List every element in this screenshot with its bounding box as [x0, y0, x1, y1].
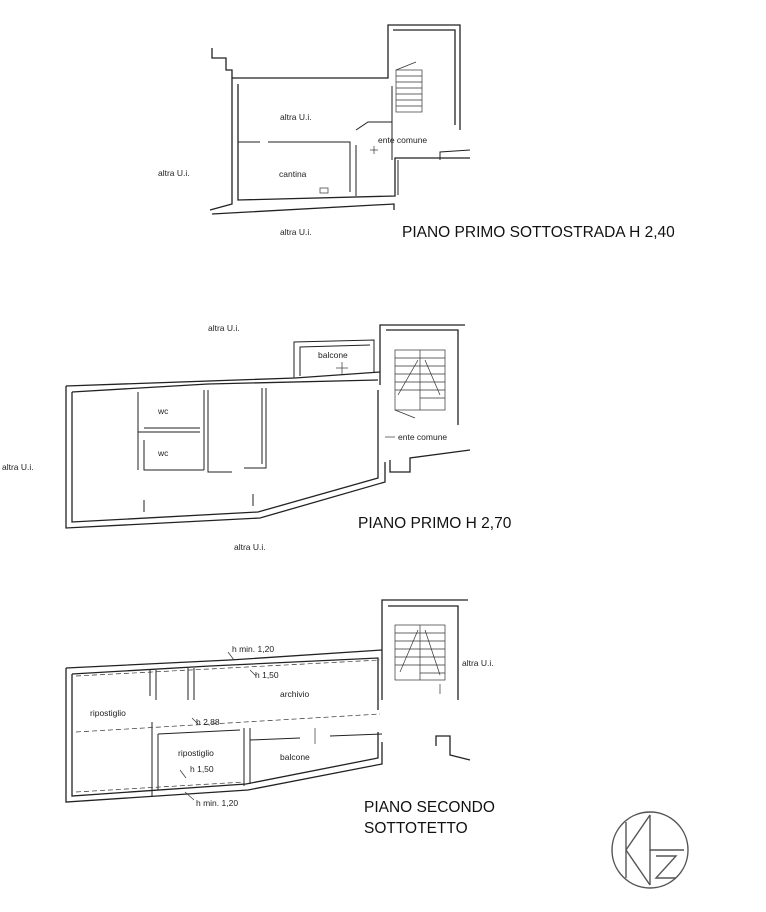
label-ripostiglio: ripostiglio: [178, 748, 214, 758]
label-height: h min. 1,20: [196, 798, 239, 808]
wall: [72, 390, 378, 522]
label-ripostiglio: ripostiglio: [90, 708, 126, 718]
label-balcone: balcone: [280, 752, 310, 762]
wall: [330, 734, 382, 736]
wall: [380, 325, 465, 385]
staircase: [396, 62, 422, 112]
wall: [158, 730, 240, 734]
leader-line: [180, 770, 186, 778]
wall: [356, 122, 392, 130]
label-archivio: archivio: [280, 689, 310, 699]
label-height: h 2,88: [196, 717, 220, 727]
label-height: h 1,50: [255, 670, 279, 680]
wall: [250, 738, 300, 740]
plan-title: [358, 515, 512, 532]
wall: [66, 386, 385, 528]
label-altra-ui: altra U.i.: [158, 168, 190, 178]
plan-title: [364, 799, 499, 837]
label-height: h 1,50: [190, 764, 214, 774]
wall: [268, 142, 350, 192]
label-altra-ui: altra U.i.: [234, 542, 266, 552]
plan-attic: [66, 600, 499, 837]
wall: [72, 674, 378, 796]
wall: [66, 668, 382, 802]
wall: [212, 204, 394, 214]
label-height: h min. 1,20: [232, 644, 275, 654]
wall: [210, 78, 232, 210]
label-altra-ui: altra U.i.: [462, 658, 494, 668]
wall: [244, 388, 266, 468]
plan-first-floor: [2, 323, 512, 552]
plan-title-line: SOTTOTETTO: [364, 820, 468, 837]
plan-title-line: PIANO PRIMO SOTTOSTRADA H 2,40: [402, 224, 675, 241]
height-line: [76, 660, 380, 676]
plan-basement: [158, 25, 675, 241]
label-altra-ui: altra U.i.: [280, 112, 312, 122]
label-altra-ui: altra U.i.: [280, 227, 312, 237]
label-altra-ui: altra U.i.: [208, 323, 240, 333]
wall: [390, 450, 470, 472]
label-ente-comune: ente comune: [398, 432, 448, 442]
wall: [436, 736, 470, 760]
wall: [144, 440, 204, 470]
plan-title-line: PIANO SECONDO: [364, 799, 495, 816]
wall: [212, 25, 460, 130]
plan-title-line: PIANO PRIMO H 2,70: [358, 515, 512, 532]
label-balcone: balcone: [318, 350, 348, 360]
wall: [393, 30, 455, 125]
staircase: [395, 350, 445, 418]
wall: [388, 606, 458, 700]
logo-compass-icon: [612, 812, 688, 888]
label-altra-ui: altra U.i.: [2, 462, 34, 472]
plan-title: [402, 224, 675, 241]
label-wc: wc: [158, 406, 169, 416]
label-wc: wc: [158, 448, 169, 458]
label-ente-comune: ente comune: [378, 135, 428, 145]
staircase: [395, 625, 445, 680]
wall: [208, 390, 232, 472]
wall: [72, 380, 378, 392]
small-fixture: [320, 188, 328, 193]
label-cantina: cantina: [279, 169, 307, 179]
